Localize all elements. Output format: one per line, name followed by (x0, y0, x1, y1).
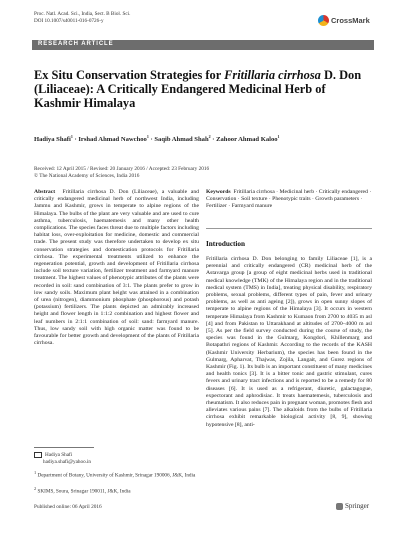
journal-info (34, 11, 130, 25)
published-online: Published online: 06 April 2016 (34, 504, 102, 510)
keywords-section (206, 189, 372, 211)
section-band-label: RESEARCH ARTICLE (38, 41, 114, 47)
corresponding-name: Hadiya Shafi (45, 452, 73, 459)
affiliation-2 (34, 486, 199, 495)
crossmark-badge[interactable] (318, 13, 372, 27)
keywords-text: Fritillaria cirrhosa · Medicinal herb · Critically endangered · Conservation · Soil texture · Phenotypic traits · Growth parameters · Fertilizer · Farmyard manure (206, 189, 372, 210)
author-separator: · (210, 136, 217, 144)
envelope-icon (34, 452, 42, 458)
affiliation-text: SKIMS, Soura, Srinagar 190011, J&K, India (37, 488, 131, 495)
affiliation-number: 2 (34, 486, 37, 491)
title-species: Fritillaria cirrhosa (224, 68, 321, 82)
title-part2: D. Don (Liliaceae): A Critically Endangered Medicinal Herb of Kashmir Himalaya (34, 68, 362, 110)
affiliation-number: 1 (34, 470, 37, 475)
author-name[interactable]: Hadiya Shafi (34, 136, 71, 144)
abstract-text: Fritillaria cirrhosa D. Don (Liliaceae), a valuable and critically endangered medicinal herb of northwest India, including Jammu and Kashmir, grows in temperate to alpine regions of the Himalaya. The bulbs of the plant are very valuable and are used to cure asthma, tuberculosis, haematemesis and many other health complications. The species faces threat due to multiple factors including habitat loss, over-exploitation for medicine, domestic and commercial trade. The present study was therefore undertaken to develop ex situ conservation strategies and domestication protocols for Fritillaria cirrhosa. The experimental treatments utilized to enhance the regeneration potential, growth and development of Fritillaria cirrhosa include soil texture variation, fertilizer treatment and farmyard manure treatment. The highest values of phenotypic attributes of the plants were recorded in soil: sand combination of 3:1. The plants prefer to grow in low sandy soils. Maximum plant height was attained in a combination of urea (nitrogen), diammonium phosphate (phosphorous) and potash (potassium) fertilizers. The plants depicted an admirably increased height and flower length in 1:1:2 combination and highest flower and leaf numbers in 2:1:1 combination of soil: sand: farmyard manure. Thus, low sandy soil with high organic matter was found to be favourable for better growth and development of the plants of Fritillaria cirrhosa. (34, 189, 200, 347)
crossmark-label: CrossMark (331, 15, 370, 25)
introduction-text: Fritillaria cirrhosa D. Don belonging to family Liliaceae [1], is a perennial and critically endangered (CR) medicinal herb of the Astavarga group [a group of eight medicinal herbs used in traditional medical knowledge (TMK) of the Himalaya region and in the traditional medical system (TMS) in India], treating physical disability, respiratory problems, sexual problems, different types of pain, fever and urinary problems, as well as anti ageing [2]), grows in open sunny slopes of temperate to alpine regions of the Himalaya [3]. It occurs in western temperate Himalaya from Kashmir to Kumaon from 2700 to 4035 m asl [4] and from Pakistan to Uttarakhand at altitudes of 2700–4000 m asl [5]. As per the field survey conducted during the course of study, the species was found in the Gulmarg, Kongdori, Khillenmarg and Botapathri regions of Kashmir. According to the records of the KASH (Kashmir University Herbarium), the species has been found in the Gulmarg, Apharvat, Thajwas, Zojila, Langait, and Gurez regions of Kashmir (Fig. 1). Its bulb is an important constituent of many medicines and health tonics [3]. It is a bitter tonic and gastric stimulant, cures fevers and urinary tract infections and is reported to be a remedy for 80 diseases [6]. It is used as a refrigerant, diuretic, galactagogue, expectorant and aphrodisiac. It treats haematemesis, tuberculosis and rheumatism. It also reduces pain in pregnant woman, promotes flesh and alleviates various pains [7]. The alkaloids from the bulbs of Fritillaria cirrhosa exhibit remarkable biological activity [8, 9], showing hypotensive [8], anti- (206, 256, 372, 428)
affiliation-text: Department of Botany, University of Kashmir, Srinagar 190006, J&K, India (37, 472, 196, 479)
author-list (34, 134, 374, 143)
corresponding-author (34, 452, 199, 465)
introduction-heading: Introduction (206, 240, 246, 248)
publisher-name: Springer (345, 502, 370, 510)
article-title (34, 68, 364, 110)
author-separator: · (148, 136, 155, 144)
author-affil-sup: 2 (208, 134, 211, 139)
article-history (34, 166, 209, 180)
author-affil-sup: 1 (70, 134, 73, 139)
received-dates: Received: 12 April 2015 / Revised: 20 January 2016 / Accepted: 23 February 2016 (34, 166, 210, 172)
author-separator: · (72, 136, 79, 144)
section-band (32, 40, 374, 50)
author-name[interactable]: Zahoor Ahmad Kaloo (216, 136, 278, 144)
copyright-line: © The National Academy of Sciences, India 2016 (34, 173, 140, 179)
author-name[interactable]: Irshad Ahmad Nawchoo (78, 136, 147, 144)
abstract-section (34, 189, 199, 347)
publisher-logo (336, 502, 369, 510)
corresponding-email[interactable]: hadiya.shafi@yahoo.in (43, 458, 91, 465)
crossmark-icon (318, 15, 329, 26)
abstract-label: Abstract (34, 189, 56, 195)
affiliation-1 (34, 470, 199, 479)
springer-horse-icon (336, 503, 343, 510)
keywords-label: Keywords (206, 189, 231, 195)
author-affil-sup: 1 (277, 134, 280, 139)
footnote-divider (34, 447, 94, 448)
author-name[interactable]: Saqib Ahmad Shah (154, 136, 209, 144)
doi-link[interactable]: DOI 10.1007/s40011-016-0726-y (34, 18, 104, 24)
author-affil-sup: 1 (146, 134, 149, 139)
keywords-divider (206, 228, 372, 229)
journal-citation: Proc. Natl. Acad. Sci., India, Sect. B Biol. Sci. (34, 11, 131, 17)
title-part1: Ex Situ Conservation Strategies for (34, 68, 225, 82)
